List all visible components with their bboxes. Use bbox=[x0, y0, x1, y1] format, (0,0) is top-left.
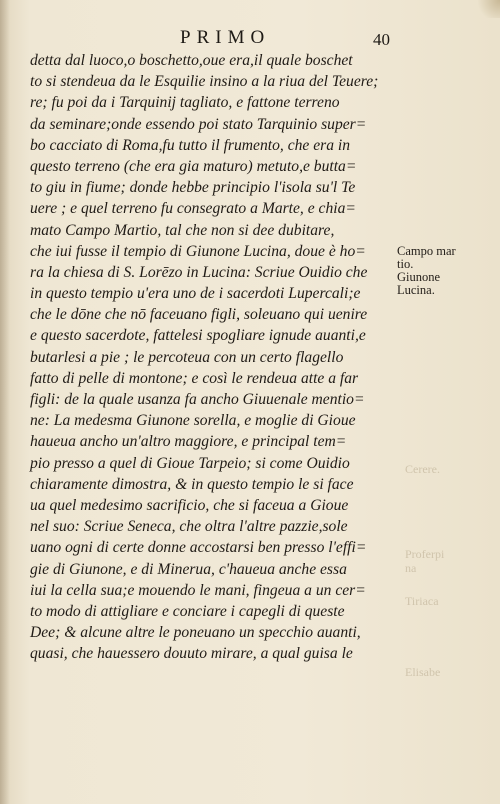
corner-stain bbox=[478, 0, 500, 18]
text-line: detta dal luoco,o boschetto,oue era,il quale boschet bbox=[30, 52, 353, 69]
bleed-through-text: na bbox=[405, 561, 417, 575]
text-line: che iui fusse il tempio di Giunone Lucina, doue è ho= bbox=[30, 242, 366, 260]
text-line: to si stendeua da le Esquilie insino a la riua del Teuere; bbox=[30, 73, 379, 91]
text-line: pio presso a quel di Gioue Tarpeio; si come Ouidio bbox=[30, 454, 350, 472]
text-line: chiaramente dimostra, & in questo tempio le si face bbox=[30, 475, 354, 493]
text-line: ne: La medesma Giunone sorella, e moglie di Gioue bbox=[30, 412, 356, 430]
text-line: Dee; & alcune altre le poneuano un specchio auanti, bbox=[30, 624, 361, 642]
text-line: questo terreno (che era gia maturo) metuto,e butta= bbox=[30, 157, 357, 175]
text-line: butarlesi a pie ; le percoteua con un certo flagello bbox=[30, 348, 344, 366]
gutter-shadow bbox=[0, 0, 10, 804]
text-line: bo cacciato di Roma,fu tutto il frumento, che era in bbox=[30, 136, 351, 154]
text-line: e questo sacerdote, fattelesi spogliare ignude auanti,e bbox=[30, 327, 366, 345]
bleed-through-text: Proferpi bbox=[405, 547, 445, 561]
text-line: da seminare;onde essendo poi stato Tarquinio super= bbox=[30, 115, 367, 133]
page-number: 40 bbox=[373, 30, 390, 49]
margin-note: Giunone bbox=[397, 270, 441, 284]
text-line: to modo di attigliare e conciare i capegli di queste bbox=[30, 602, 345, 620]
bleed-through-text: Elisabe bbox=[405, 665, 441, 679]
text-line: nel suo: Scriue Seneca, che oltra l'altre pazzie,sole bbox=[30, 518, 348, 536]
text-line: uano ogni di certe donne accostarsi ben presso l'effi= bbox=[30, 539, 367, 557]
text-line: ra la chiesa di S. Lorēzo in Lucina: Scriue Ouidio che bbox=[30, 263, 368, 281]
margin-note: Campo mar bbox=[397, 244, 456, 258]
margin-note: Lucina. bbox=[397, 283, 435, 297]
text-line: haueua ancho un'altro maggiore, e principal tem= bbox=[30, 433, 347, 451]
text-line: gie di Giunone, e di Minerua, c'haueua anche essa bbox=[30, 560, 347, 578]
margin-note: tio. bbox=[397, 257, 414, 271]
text-line: che le dōne che nō faceuano figli, soleuano qui uenire bbox=[30, 306, 368, 324]
text-line: mato Campo Martio, tal che non si dee dubitare, bbox=[30, 221, 335, 239]
text-line: uere ; e quel terreno fu consegrato a Marte, e chia= bbox=[30, 200, 356, 218]
text-line: fatto di pelle di montone; e così le rendeua atte a far bbox=[30, 369, 359, 387]
bleed-through-text: Cerere. bbox=[405, 462, 440, 476]
text-line: to giu in fiume; donde hebbe principio l'isola su'l Te bbox=[30, 179, 356, 197]
bleed-through-text: Tiriaca bbox=[405, 594, 439, 608]
text-line: iui la cella sua;e mouendo le mani, fingeua a un cer= bbox=[30, 581, 366, 599]
text-line: figli: de la quale usanza fa ancho Giuuenale mentio= bbox=[30, 391, 365, 408]
main-text-block bbox=[30, 50, 400, 664]
text-line: re; fu poi da i Tarquinij tagliato, e fattone terreno bbox=[30, 94, 340, 112]
text-line: in questo tempio u'era uno de i sacerdoti Lupercali;e bbox=[30, 285, 361, 303]
running-head: PRIMO bbox=[180, 27, 271, 48]
text-line: ua quel medesimo sacrificio, che si faceua a Gioue bbox=[30, 496, 349, 514]
text-line: quasi, che hauessero douuto mirare, a qual guisa le bbox=[30, 645, 353, 663]
marginal-notes bbox=[397, 245, 487, 297]
